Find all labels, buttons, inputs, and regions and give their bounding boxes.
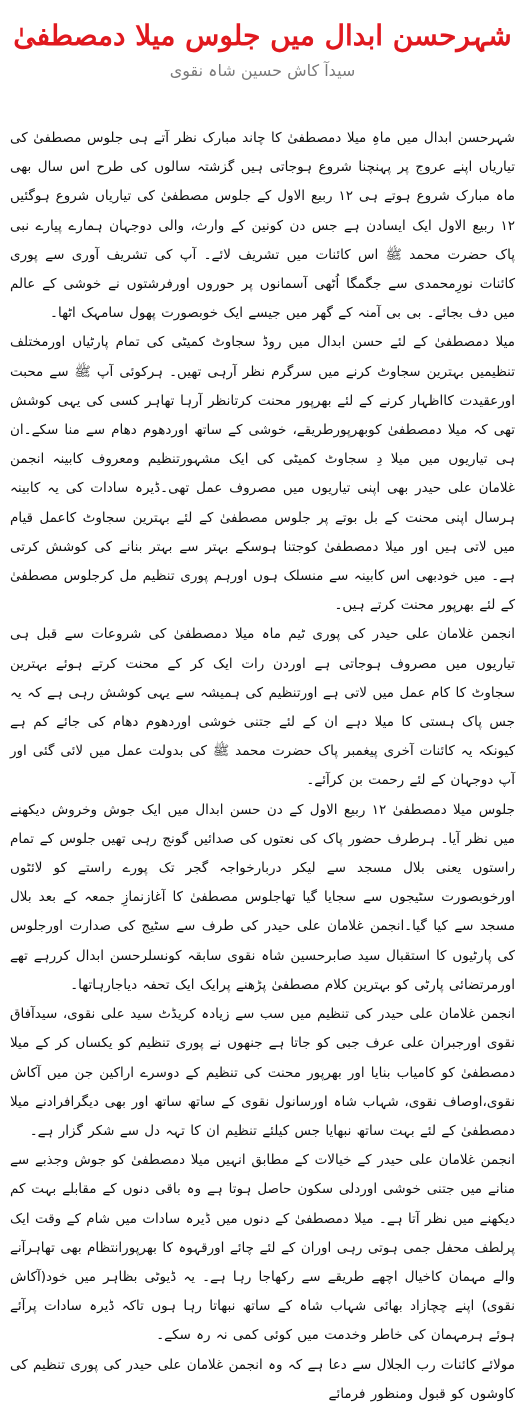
author-byline: سیدآ کاش حسین شاہ نقوی <box>169 61 356 80</box>
paragraph: جلوس میلا دمصطفیٰ ۱۲ ربیع الاول کے دن حسن ابدال میں ایک جوش وخروش دیکھنے میں نظر آیا۔ ہرطرف حضور پاک کی نعتوں کی صدائیں گونج رہی تھیں جلوس کے تمام راستوں یعنی بلال مسجد سے لیکر دربارخواجہ گجر تک پورے راستے کو لائٹوں اورخوبصورت سٹیجوں سے سجایا گیا تھاجلوس مصطفیٰ کا آغازنمازِ جمعہ کے بعد بلال مسجد سے کیا گیا۔انجمن غلامان علی حیدر کی طرف سے سٹیج کی صدارت اورجلوس کی پارٹیوں کا استقبال سید صابرحسین شاہ نقوی سابقہ کونسلرحسن ابدال کررہے تھے اورمرتضائی پارٹی کو بہترین کلام مصطفیٰ پڑھنے پرایک ایک تحفہ دیاجارہاتھا۔ <box>10 801 515 993</box>
paragraph: میلا دمصطفیٰ کے لئے حسن ابدال میں روڈ سجاوٹ کمیٹی کی تمام پارٹیاں اورمختلف تنظیمیں بہترین سجاوٹ کرنے میں سرگرم نظر آرہی تھیں۔ ہرکوئی آپ ﷺ سے محبت اورعقیدت کااظہار کرنے کے لئے بھرپور محنت کرتانظر آرہا تھاہر کسی کی یہی کوشش تھی کہ میلا دمصطفیٰ کوبھرپورطریقے، خوشی کے ساتھ اوردھوم دھام سے منا سکے۔ان ہی تیاریوں میں میلا دِ سجاوٹ کمیٹی کی ایک مشہورتنظیم ومعروف کابینہ انجمن غلامان علی حیدر بھی اپنی تیاریوں میں مصروف عمل تھی۔ڈیرہ سادات کی یہ کابینہ ہرسال اپنی محنت کے بل بوتے پر جلوس مصطفیٰ کے لئے بہترین سجاوٹ کاعمل قیام میں لاتی ہیں اور میلا دمصطفیٰ کوجتنا ہوسکے بہتر سے بہتر بنانے کی کوشش کرتی ہے۔ میں خودبھی اس کابینہ سے منسلک ہوں اورہم پوری تنظیم مل کرجلوس مصطفیٰ کے لئے بھرپور محنت کرتے ہیں۔ <box>10 334 515 614</box>
article-body <box>10 124 515 1409</box>
paragraph: انجمن غلامان علی حیدر کے خیالات کے مطابق انہیں میلا دمصطفیٰ کو جوش وجذبے سے منانے میں جتنی خوشی اوردلی سکون حاصل ہوتا ہے وہ باقی دنوں کے مقابلے بہت کم دیکھنے میں نظر آتا ہے۔ میلا دمصطفیٰ کے دنوں میں ڈیرہ سادات میں شام کے وقت ایک پرلطف محفل جمی ہوتی رہی اوران کے لئے چائے اورقہوہ کا بھرپورانتظام بھی تھاہرآنے والے مہمان کاخیال اچھے طریقے سے رکھاجا رہا ہے۔ یہ ڈیوٹی بظاہر میں خود(آکاش نقوی) اپنے چچازاد بھائی شہاب شاہ کے ساتھ نبھاتا رہا ہوں تاکہ ڈیرہ سادات پرآئے ہوئے ہرمہمان کی خاطر وخدمت میں کوئی کمی نہ رہ سکے۔ <box>10 1152 515 1344</box>
paragraph: انجمن غلامان علی حیدر کی تنظیم میں سب سے زیادہ کریڈٹ سید علی نقوی، سیدآفاق نقوی اورجبران علی عرف جبی کو جاتا ہے جنھوں نے پوری تنظیم کو یکساں کر کے میلا دمصطفیٰ کو کامیاب بنایا اور بھرپور محنت کی تنظیم کے دوسرے اراکین جن میں آکاش نقوی،اوصاف نقوی، شہاب شاہ اورسانول نقوی کے ساتھ ساتھ اور بھی دیگرافرادنے میلا دمصطفیٰ کے لئے بہت ساتھ نبھایا جس کیلئے تنظیم ان کا تہہ دل سے شکر گزار ہے۔ <box>10 1006 515 1139</box>
paragraph: شہرحسن ابدال میں ماہِ میلا دمصطفیٰ کا چاند مبارک نظر آتے ہی جلوس مصطفیٰ کی تیاریاں اپنے عروج پر پہنچنا شروع ہوجاتی ہیں گزشتہ سالوں کی طرح اس سال بھی ماہ مبارک شروع ہوتے ہی ۱۲ ربیع الاول کے جلوس مصطفیٰ کی تیاریاں شروع ہوگئیں ۱۲ ربیع الاول ایک ایسادن ہے جس دن کونین کے وارث، والی دوجہان ہمارے پیارے نبی پاک حضرت محمد ﷺ اس کائنات میں تشریف لائے۔ آپ کی تشریف آوری سے پوری کائنات نورِمحمدی سے جگمگا اُٹھی آسمانوں پر حوروں اورفرشتوں نے خوشی کے عالم میں دف بجائے۔ بی بی آمنہ کے گھر میں جیسے ایک خوبصورت پھول سامہک اٹھا۔ <box>10 130 516 322</box>
paragraph: مولائے کائنات رب الجلال سے دعا ہے کہ وہ انجمن غلامان علی حیدر کی پوری تنظیم کی کاوشوں کو قبول ومنظور فرمائے <box>10 1356 515 1402</box>
article-title: شہرحسن ابدال میں جلوس میلا دمصطفیٰ <box>13 19 512 52</box>
paragraph: انجمن غلامان علی حیدر کی پوری ٹیم ماہ میلا دمصطفیٰ کی شروعات سے قبل ہی تیاریوں میں مصروف ہوجاتی ہے اوردن رات ایک کر کے محنت کرتے ہوئے بہترین سجاوٹ کا کام عمل میں لاتی ہے اورتنظیم کی ہمیشہ سے یہی کوشش رہی ہے کہ یہ جس پاک ہستی کا میلا دہے ان کے لئے جتنی خوشی اوردھوم دھام کی جائے کم ہے کیونکہ یہ کائنات آخری پیغمبر پاک حضرت محمد ﷺ کی بدولت عمل میں لائی گئی اور آپ دوجہان کے لئے رحمت بن کرآئے۔ <box>10 626 515 789</box>
